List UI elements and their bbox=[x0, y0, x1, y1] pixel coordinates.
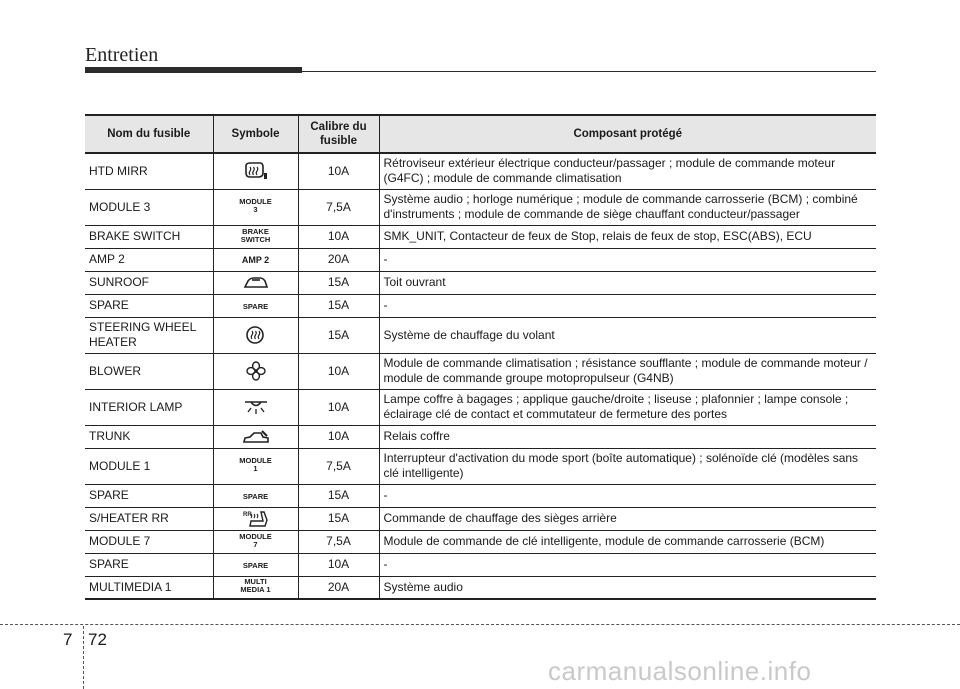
fuse-name: SPARE bbox=[85, 294, 213, 317]
title-underline bbox=[85, 67, 302, 73]
header-rating: Calibre du fusible bbox=[298, 115, 379, 153]
header-component: Composant protégé bbox=[379, 115, 876, 153]
fuse-rating: 7,5A bbox=[298, 530, 379, 553]
steering-heater-icon bbox=[245, 325, 267, 345]
table-row bbox=[85, 153, 876, 189]
fuse-table bbox=[85, 114, 876, 600]
protected-component: Module de commande climatisation ; résistance soufflante ; module de commande moteur / module de commande groupe motopropulseur (G4NB) bbox=[379, 353, 876, 389]
fuse-symbol bbox=[213, 448, 298, 484]
fuse-name: MULTIMEDIA 1 bbox=[85, 576, 213, 599]
fuse-name: BRAKE SWITCH bbox=[85, 225, 213, 248]
chapter-number: 7 bbox=[63, 630, 73, 649]
table-row bbox=[85, 271, 876, 294]
fuse-symbol bbox=[213, 189, 298, 225]
fuse-rating: 15A bbox=[298, 294, 379, 317]
protected-component: Relais coffre bbox=[379, 425, 876, 448]
header-symbol: Symbole bbox=[213, 115, 298, 153]
footer-vertical-divider bbox=[83, 626, 84, 689]
fuse-symbol bbox=[213, 271, 298, 294]
protected-component: Rétroviseur extérieur électrique conducteur/passager ; module de commande moteur (G4FC) ; module de commande climatisation bbox=[379, 153, 876, 189]
header-fuse-name: Nom du fusible bbox=[85, 115, 213, 153]
table-row bbox=[85, 294, 876, 317]
symbol-label: BRAKE SWITCH bbox=[240, 226, 271, 244]
trunk-icon bbox=[242, 430, 270, 444]
sunroof-icon bbox=[243, 276, 269, 290]
fuse-rating: 7,5A bbox=[298, 448, 379, 484]
protected-component: Système audio bbox=[379, 576, 876, 599]
protected-component: - bbox=[379, 553, 876, 576]
title-rule bbox=[302, 71, 876, 72]
fuse-rating: 15A bbox=[298, 484, 379, 507]
fuse-name: INTERIOR LAMP bbox=[85, 389, 213, 425]
protected-component: - bbox=[379, 294, 876, 317]
table-row bbox=[85, 353, 876, 389]
table-row bbox=[85, 189, 876, 225]
fuse-name: SPARE bbox=[85, 484, 213, 507]
fan-icon bbox=[246, 361, 266, 381]
fuse-rating: 15A bbox=[298, 317, 379, 353]
page-number: 72 bbox=[88, 630, 107, 649]
symbol-label: SPARE bbox=[242, 492, 269, 501]
fuse-name: MODULE 7 bbox=[85, 530, 213, 553]
fuse-name: SUNROOF bbox=[85, 271, 213, 294]
fuse-symbol bbox=[213, 317, 298, 353]
symbol-label: MODULE 1 bbox=[239, 456, 272, 473]
fuse-rating: 10A bbox=[298, 425, 379, 448]
fuse-symbol bbox=[213, 225, 298, 248]
fuse-symbol bbox=[213, 484, 298, 507]
table-row bbox=[85, 225, 876, 248]
fuse-symbol bbox=[213, 576, 298, 599]
symbol-label: AMP 2 bbox=[241, 255, 270, 265]
fuse-name: MODULE 3 bbox=[85, 189, 213, 225]
protected-component: SMK_UNIT, Contacteur de feux de Stop, relais de feux de stop, ESC(ABS), ECU bbox=[379, 225, 876, 248]
symbol-label: SPARE bbox=[242, 302, 269, 311]
footer-divider bbox=[0, 624, 960, 625]
protected-component: Système audio ; horloge numérique ; module de commande carrosserie (BCM) ; combiné d'instruments ; module de commande de siège chauffant conducteur/passager bbox=[379, 189, 876, 225]
heated-mirror-icon bbox=[244, 162, 268, 180]
fuse-symbol bbox=[213, 153, 298, 189]
fuse-rating: 7,5A bbox=[298, 189, 379, 225]
symbol-label: MULTI MEDIA 1 bbox=[240, 577, 271, 595]
rear-seat-heater-icon bbox=[243, 510, 269, 528]
symbol-label: MODULE 3 bbox=[239, 197, 272, 214]
fuse-rating: 20A bbox=[298, 248, 379, 271]
fuse-rating: 10A bbox=[298, 553, 379, 576]
fuse-symbol bbox=[213, 507, 298, 530]
fuse-name: MODULE 1 bbox=[85, 448, 213, 484]
fuse-rating: 10A bbox=[298, 353, 379, 389]
protected-component: - bbox=[379, 248, 876, 271]
fuse-symbol bbox=[213, 248, 298, 271]
protected-component: Système de chauffage du volant bbox=[379, 317, 876, 353]
table-row bbox=[85, 530, 876, 553]
fuse-name: S/HEATER RR bbox=[85, 507, 213, 530]
fuse-name: SPARE bbox=[85, 553, 213, 576]
fuse-symbol bbox=[213, 530, 298, 553]
fuse-symbol bbox=[213, 353, 298, 389]
table-row bbox=[85, 507, 876, 530]
fuse-name: AMP 2 bbox=[85, 248, 213, 271]
table-row bbox=[85, 448, 876, 484]
watermark: carmanualsonline.info bbox=[548, 656, 812, 686]
table-row bbox=[85, 425, 876, 448]
rr-label: RR bbox=[242, 511, 252, 518]
protected-component: Lampe coffre à bagages ; applique gauche/droite ; liseuse ; plafonnier ; lampe console ; éclairage clé de contact et commutateur de fermeture des portes bbox=[379, 389, 876, 425]
interior-lamp-icon bbox=[243, 399, 269, 415]
fuse-symbol bbox=[213, 389, 298, 425]
fuse-rating: 10A bbox=[298, 225, 379, 248]
symbol-label: SPARE bbox=[242, 561, 269, 570]
table-row bbox=[85, 248, 876, 271]
fuse-rating: 10A bbox=[298, 389, 379, 425]
table-row bbox=[85, 484, 876, 507]
protected-component: Commande de chauffage des sièges arrière bbox=[379, 507, 876, 530]
table-row bbox=[85, 576, 876, 599]
table-row bbox=[85, 317, 876, 353]
protected-component: Interrupteur d'activation du mode sport (boîte automatique) ; solénoïde clé (modèles sans clé intelligente) bbox=[379, 448, 876, 484]
fuse-symbol bbox=[213, 553, 298, 576]
fuse-name: HTD MIRR bbox=[85, 153, 213, 189]
fuse-symbol bbox=[213, 425, 298, 448]
protected-component: Toit ouvrant bbox=[379, 271, 876, 294]
symbol-label: MODULE 7 bbox=[239, 531, 272, 549]
table-header-row bbox=[85, 115, 876, 153]
fuse-rating: 10A bbox=[298, 153, 379, 189]
fuse-rating: 20A bbox=[298, 576, 379, 599]
fuse-name: TRUNK bbox=[85, 425, 213, 448]
table-row bbox=[85, 553, 876, 576]
fuse-rating: 15A bbox=[298, 271, 379, 294]
protected-component: - bbox=[379, 484, 876, 507]
fuse-rating: 15A bbox=[298, 507, 379, 530]
fuse-name: STEERING WHEEL HEATER bbox=[85, 317, 213, 353]
protected-component: Module de commande de clé intelligente, module de commande carrosserie (BCM) bbox=[379, 530, 876, 553]
fuse-name: BLOWER bbox=[85, 353, 213, 389]
table-row bbox=[85, 389, 876, 425]
section-title: Entretien bbox=[85, 44, 159, 66]
fuse-symbol bbox=[213, 294, 298, 317]
